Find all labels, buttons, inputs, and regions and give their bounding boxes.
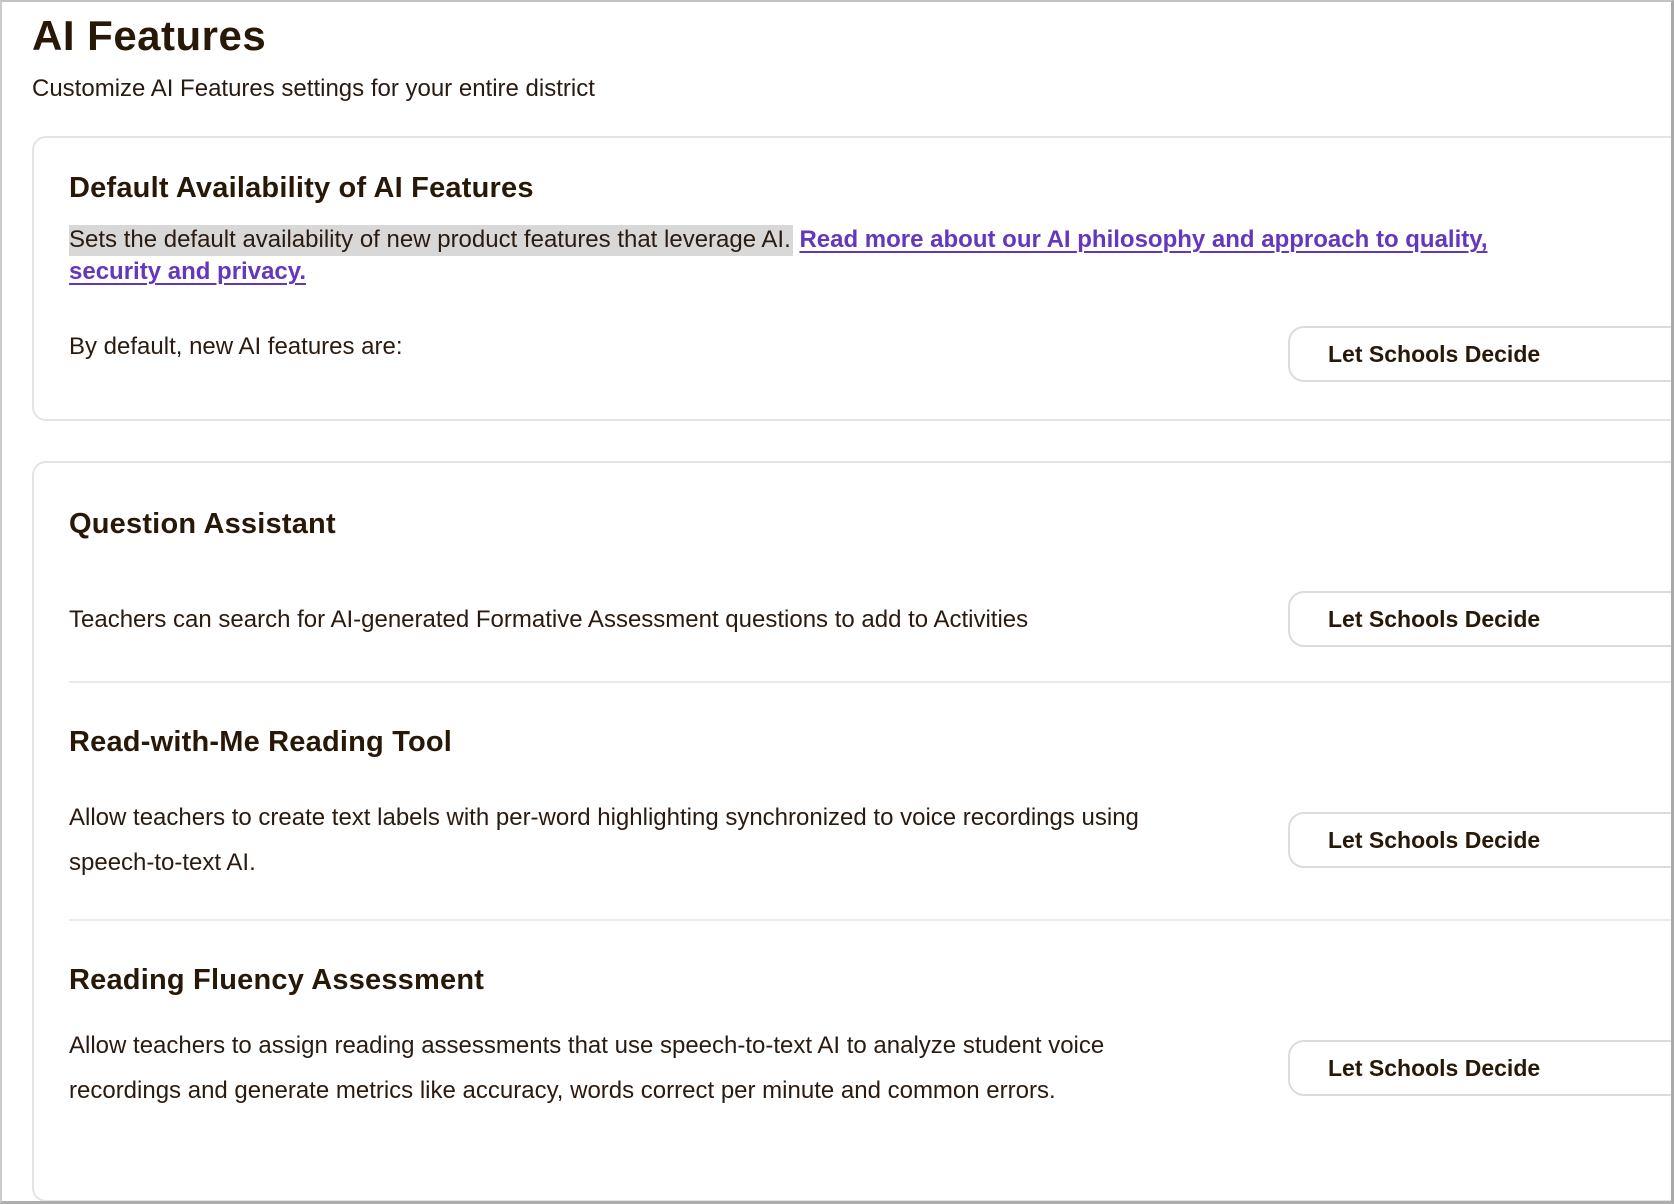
default-availability-card	[32, 136, 1674, 421]
ai-philosophy-link[interactable]: Read more about our AI philosophy and approach to quality, security and privacy.	[69, 226, 1488, 285]
feature-section-reading-fluency	[69, 965, 1674, 1113]
reading-fluency-dropdown[interactable]: Let Schools Decide	[1288, 1040, 1674, 1096]
read-with-me-description: Allow teachers to create text labels with per-word highlighting synchronized to voice recordings using speech-to-text AI.	[69, 804, 1139, 876]
default-availability-heading: Default Availability of AI Features	[69, 172, 534, 204]
read-with-me-heading: Read-with-Me Reading Tool	[69, 726, 453, 758]
default-availability-description	[69, 224, 1489, 288]
section-divider	[69, 919, 1674, 921]
feature-section-read-with-me	[69, 727, 1674, 921]
default-availability-row	[69, 326, 1674, 382]
page-subtitle: Customize AI Features settings for your entire district	[32, 75, 595, 102]
question-assistant-heading: Question Assistant	[69, 508, 336, 540]
question-assistant-description: Teachers can search for AI-generated Formative Assessment questions to add to Activities	[69, 606, 1029, 633]
reading-fluency-description: Allow teachers to assign reading assessments that use speech-to-text AI to analyze student voice recordings and generate metrics like accuracy, words correct per minute and common errors.	[69, 1032, 1105, 1104]
read-with-me-row	[69, 795, 1674, 885]
read-with-me-dropdown[interactable]: Let Schools Decide	[1288, 812, 1674, 868]
section-divider	[69, 681, 1674, 683]
question-assistant-dropdown[interactable]: Let Schools Decide	[1288, 591, 1674, 647]
ai-features-page	[2, 2, 1674, 1202]
highlighted-description-text: Sets the default availability of new product features that leverage AI.	[69, 225, 793, 256]
feature-section-question-assistant	[69, 509, 1674, 683]
reading-fluency-heading: Reading Fluency Assessment	[69, 964, 485, 996]
reading-fluency-row	[69, 1023, 1674, 1113]
page-title: AI Features	[32, 12, 267, 59]
ai-features-list-card	[32, 461, 1674, 1202]
default-availability-dropdown[interactable]: Let Schools Decide	[1288, 326, 1674, 382]
question-assistant-row	[69, 591, 1674, 647]
default-availability-label: By default, new AI features are:	[69, 333, 403, 360]
